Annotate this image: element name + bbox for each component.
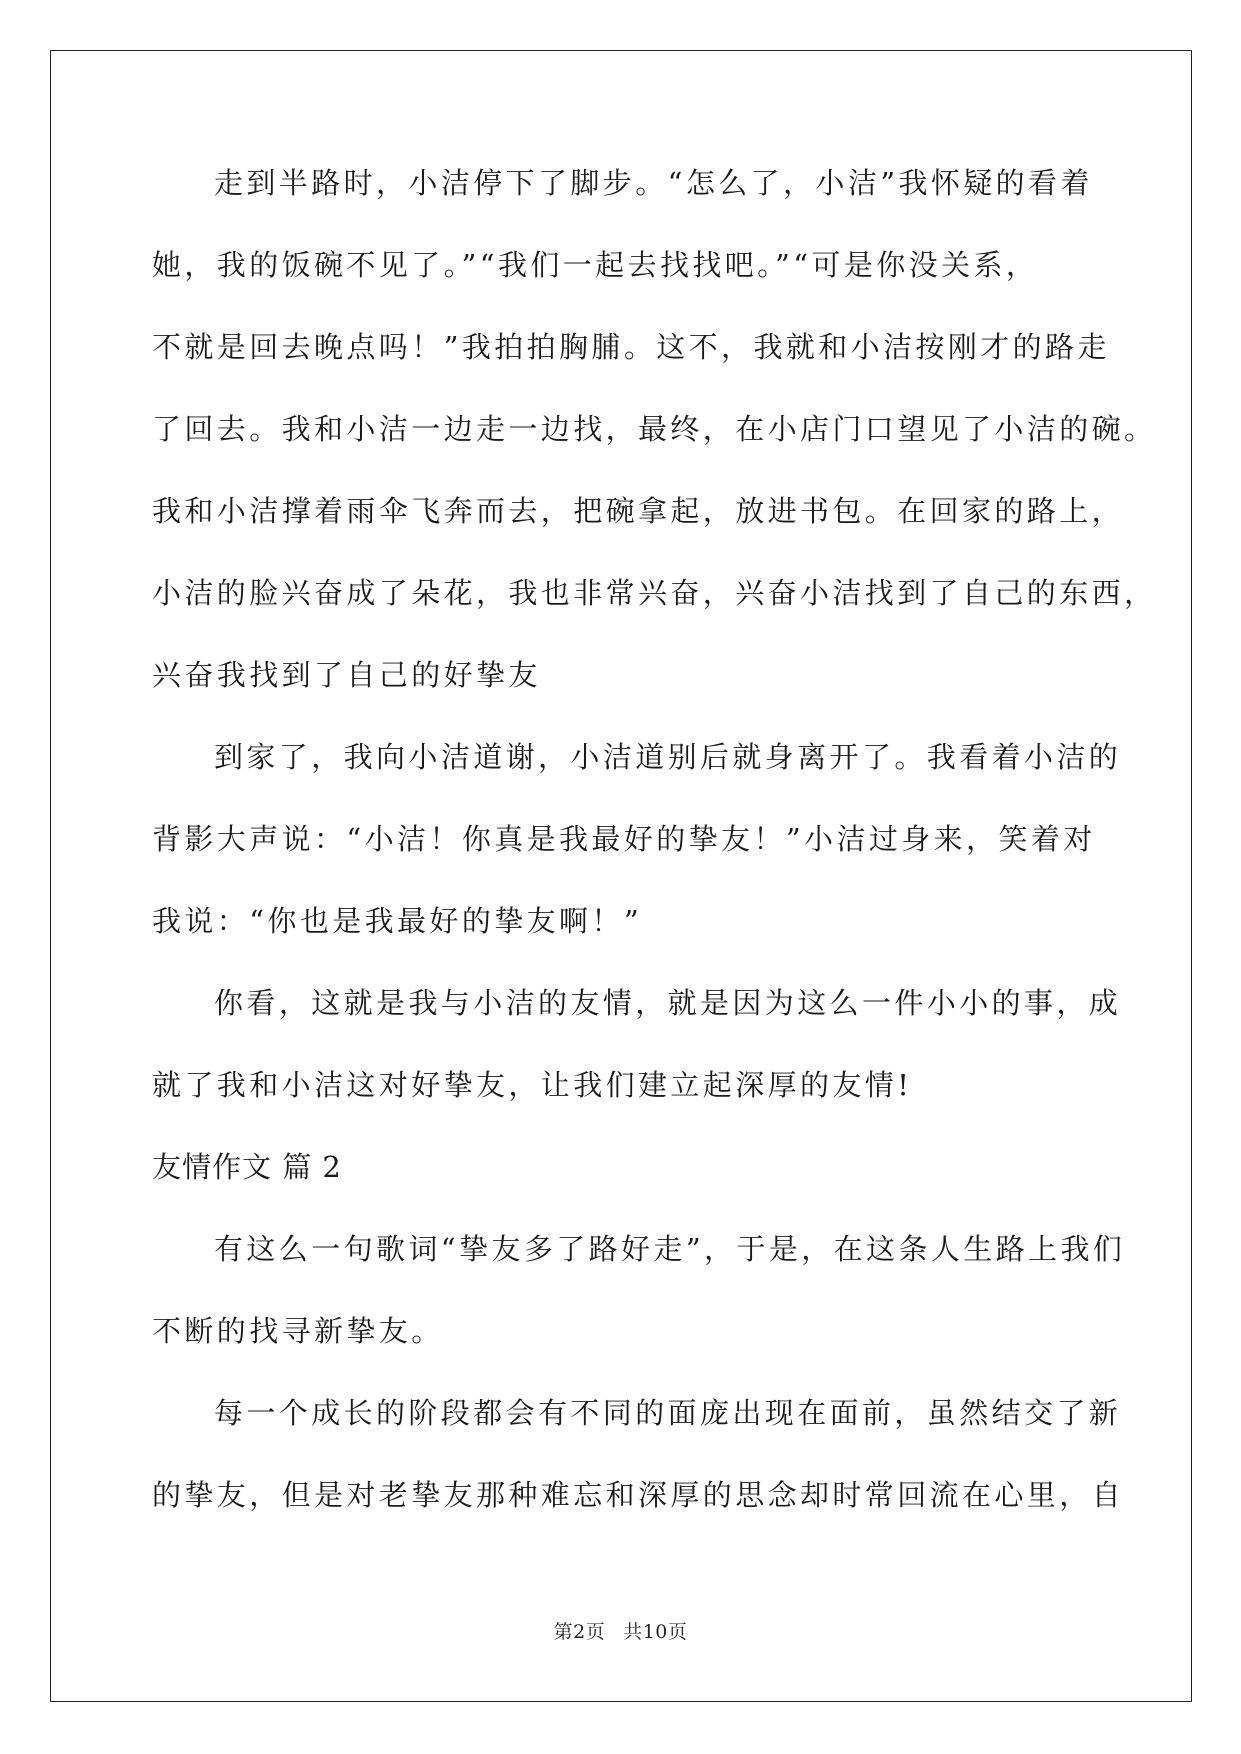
document-body bbox=[152, 158, 1157, 1552]
text-line: 了回去。我和小洁一边走一边找，最终，在小店门口望见了小洁的碗。 bbox=[152, 412, 1157, 446]
text-line: 小洁的脸兴奋成了朵花，我也非常兴奋，兴奋小洁找到了自己的东西， bbox=[152, 576, 1157, 610]
text-line: 她，我的饭碗不见了。”“我们一起去找找吧。”“可是你没关系， bbox=[152, 248, 1039, 282]
text-line: 我和小洁撑着雨伞飞奔而去，把碗拿起，放进书包。在回家的路上， bbox=[152, 494, 1125, 528]
page-total: 共10页 bbox=[623, 1621, 688, 1643]
text-line: 不断的找寻新挚友。 bbox=[152, 1314, 444, 1348]
text-line: 我说：“你也是我最好的挚友啊！” bbox=[152, 904, 643, 938]
text-line: 到家了，我向小洁道谢，小洁道别后就身离开了。我看着小洁的 bbox=[214, 740, 1122, 774]
text-line: 不就是回去晚点吗！”我拍拍胸脯。这不，我就和小洁按刚才的路走 bbox=[152, 330, 1110, 364]
text-line: 每一个成长的阶段都会有不同的面庞出现在面前，虽然结交了新 bbox=[214, 1396, 1122, 1430]
page-number: 第2页 bbox=[553, 1621, 606, 1643]
text-line: 就了我和小洁这对好挚友，让我们建立起深厚的友情! bbox=[152, 1068, 913, 1102]
text-line: 的挚友，但是对老挚友那种难忘和深厚的思念却时常回流在心里，自 bbox=[152, 1478, 1125, 1512]
text-line: 兴奋我找到了自己的好挚友 bbox=[152, 658, 541, 692]
text-line: 走到半路时，小洁停下了脚步。“怎么了，小洁”我怀疑的看着 bbox=[214, 166, 1093, 200]
page-footer bbox=[0, 1617, 1241, 1644]
text-line: 你看，这就是我与小洁的友情，就是因为这么一件小小的事，成 bbox=[214, 986, 1122, 1020]
text-line: 背影大声说：“小洁！你真是我最好的挚友！”小洁过身来，笑着对 bbox=[152, 822, 1096, 856]
section-heading: 友情作文 篇 2 bbox=[152, 1150, 342, 1184]
text-line: 有这么一句歌词“挚友多了路好走”，于是，在这条人生路上我们 bbox=[214, 1232, 1126, 1266]
